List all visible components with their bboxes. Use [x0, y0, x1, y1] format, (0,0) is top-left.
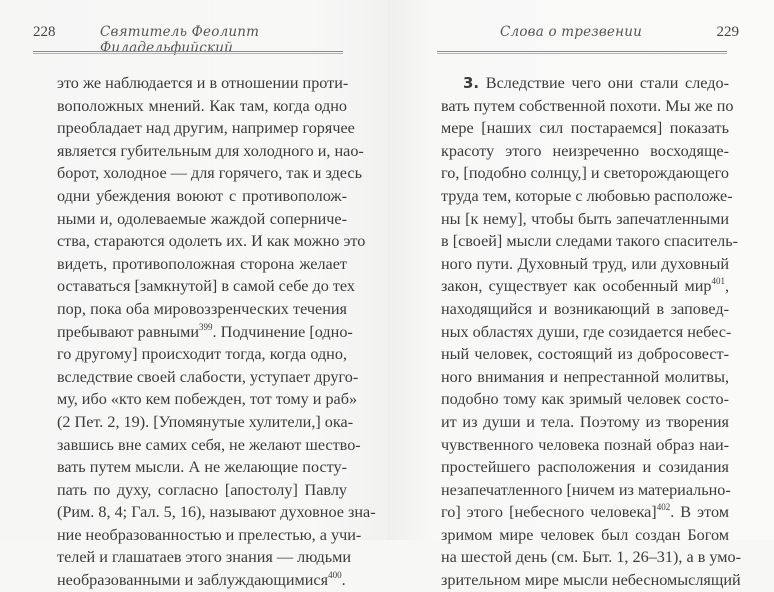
right-body-text	[441, 72, 742, 592]
text-line: воположных мнений. Как там, когда одно	[57, 96, 347, 115]
text-line: вать путем собственной похоти. Мы же по	[441, 96, 734, 115]
footnote-ref[interactable]: 402	[656, 502, 671, 513]
text-line: является губительным для холодного и, нао-	[57, 141, 364, 160]
text-line: чувственного человека познай образ наи-	[441, 435, 729, 454]
text-line: простейшего расположения и созидания	[441, 458, 729, 477]
text-line: одни убеждения воюют с противополож-	[57, 186, 347, 205]
text-line: му, ибо «кто кем побежден, тот тому и раб»	[57, 390, 358, 409]
text-line: зримом мире человек был создан Богом	[441, 525, 729, 544]
text-line: вследствие своей слабости, уступает друго-	[57, 367, 359, 386]
text-line	[441, 72, 729, 95]
text-line: зрительном мире мысли небесномыслящий	[441, 571, 741, 590]
right-running-head	[437, 24, 739, 46]
section-number: 3.	[463, 74, 480, 92]
text-line: ными и, одолеваемые жаждой соперниче-	[57, 209, 347, 228]
page-number: 228	[33, 24, 56, 40]
text-line: это же наблюдается и в отношении проти-	[57, 74, 349, 92]
text-line: завшись вне самих себя, не желают шество-	[57, 435, 361, 454]
text-line: го другому] происходит тогда, когда одно,	[57, 345, 347, 364]
text-line: ние необразованностью и прелестью, а учи-	[57, 525, 362, 544]
text-line: го, [подобно солнцу,] и светорождающего	[441, 164, 729, 183]
footnote-ref[interactable]: 399	[199, 321, 213, 332]
text-fragment: необразованными и заблуждающимися	[57, 571, 329, 590]
text-line: ных областях души, где созидается небес-	[441, 322, 732, 341]
text-line: ства, стараются одолеть их. И как можно это	[57, 232, 366, 251]
text-line: ный человек, состоящий из добросовест-	[441, 345, 729, 364]
text-line: пать по духу, согласно [апостолу] Павлу	[57, 480, 347, 499]
text-fragment: . Подчинение [одно-	[212, 322, 353, 341]
text-line: пор, пока оба мировоззренческих течения	[57, 299, 347, 318]
text-line	[441, 501, 729, 524]
text-line: телей и глашатаев этого знания — людьми	[57, 548, 352, 567]
left-body-text	[57, 72, 376, 592]
header-rule	[33, 51, 343, 54]
text-line: (2 Пет. 2, 19). [Упомянутые хулители,] ока-	[57, 412, 354, 431]
footnote-ref[interactable]: 400	[328, 570, 342, 581]
text-fragment: Вследствие чего они стали следо-	[479, 74, 729, 92]
text-line: труда тем, которые с любовью расположе-	[441, 186, 733, 205]
text-line	[57, 569, 347, 592]
text-fragment: ,	[724, 277, 729, 296]
text-line: красоту этого неизреченно восходяще-	[441, 141, 729, 160]
text-line: ит из души и тела. Поэтому из творения	[441, 412, 729, 431]
text-fragment: го] этого [небесного человека]	[441, 503, 657, 522]
left-page	[0, 0, 387, 590]
left-running-head	[33, 24, 343, 56]
text-fragment: закон, существует как особенный мир	[441, 277, 712, 296]
text-line	[57, 321, 353, 344]
footnote-ref[interactable]: 401	[711, 276, 725, 287]
running-head-title: Слова о трезвении	[500, 24, 642, 40]
text-line: находящийся и возникающий в заповед-	[441, 299, 729, 318]
text-line	[441, 275, 729, 298]
text-fragment: .	[341, 571, 346, 590]
text-line: видеть, противоположная сторона желает	[57, 254, 347, 273]
text-line: оставаться [замкнутой] в самой себе до тех	[57, 277, 355, 296]
text-line: в [своей] мысли следами такого спаситель-	[441, 232, 739, 251]
text-line: незапечатленного [ничем из материально-	[441, 480, 731, 499]
right-page	[387, 0, 774, 590]
running-head-title: Святитель Феолипт Филадельфийский	[100, 24, 260, 56]
text-line: подобно тому как зримый человек состо-	[441, 390, 729, 409]
text-line: ного внимания и непрестанной молитвы,	[441, 367, 729, 386]
header-rule	[437, 51, 727, 54]
text-line: борот, холодное — для горячего, так и здесь	[57, 164, 362, 183]
text-line: (Рим. 8, 4; Гал. 5, 16), называют духовное зна-	[57, 503, 376, 522]
page-number: 229	[716, 24, 739, 40]
text-line: ного пути. Духовный труд, или духовный	[441, 254, 729, 273]
text-line: мере [наших сил постараемся] показать	[441, 119, 729, 138]
text-line: ны [к нему], чтобы быть запечатленными	[441, 209, 729, 228]
text-line: на шестой день (см. Быт. 1, 26–31), а в умо-	[441, 548, 742, 567]
text-line: вать путем мысли. А не желающие посту-	[57, 458, 347, 477]
text-line: преобладает над другим, например горячее	[57, 119, 355, 138]
text-fragment: пребывают равными	[57, 322, 200, 341]
text-fragment: . В этом	[670, 503, 729, 522]
